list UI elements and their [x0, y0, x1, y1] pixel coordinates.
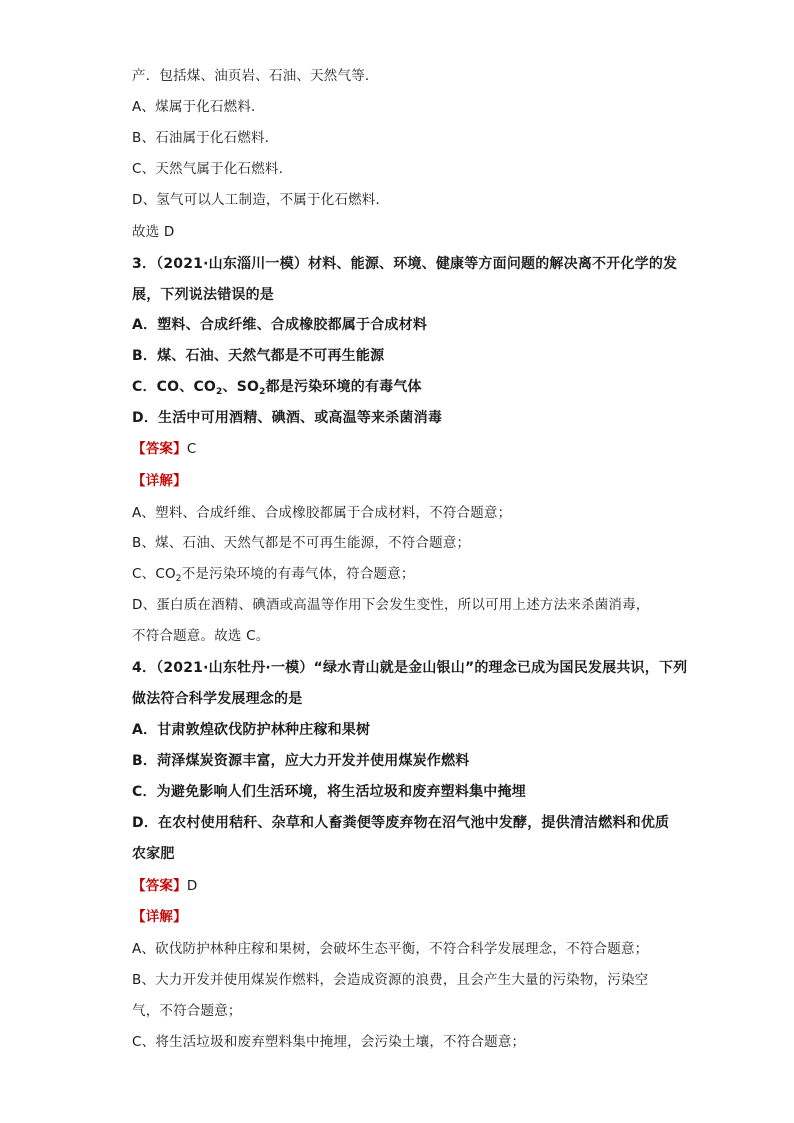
- q3-explanation-d: 不符合题意。故选 C。: [132, 628, 270, 644]
- text-line: 故选 D: [132, 224, 175, 240]
- detail-tag: 【详解】: [132, 909, 187, 925]
- q4-answer: 【答案】D: [132, 878, 198, 894]
- text-line: D、氢气可以人工制造，不属于化石燃料．: [132, 192, 390, 208]
- q3-answer: 【答案】C: [132, 441, 197, 457]
- q4-option-d: 农家肥: [132, 846, 175, 862]
- q3-explanation-b: B、煤、石油、天然气都是不可再生能源，不符合题意；: [132, 535, 471, 551]
- q3-detail-heading: [132, 471, 672, 491]
- q4-option-d: D．在农村使用秸秆、杂草和人畜粪便等废弃物在沼气池中发酵，提供清洁燃料和优质: [132, 815, 670, 831]
- answer-tag: 【答案】: [132, 441, 187, 457]
- q3-stem: 展，下列说法错误的是: [132, 287, 274, 303]
- q4-option-c: C．为避免影响人们生活环境，将生活垃圾和废弃塑料集中掩埋: [132, 784, 526, 800]
- q3-explanation-c: C、$CO_2$不是污染环境的有毒气体，符合题意；: [132, 566, 415, 584]
- text-line: A、煤属于化石燃料．: [132, 99, 265, 115]
- q4-explanation-b: B、大力开发并使用煤炭作燃料，会造成资源的浪费，且会产生大量的污染物，污染空: [132, 972, 649, 988]
- q4-option-b: B．菏泽煤炭资源丰富，应大力开发并使用煤炭作燃料: [132, 753, 470, 769]
- q4-option-a: A．甘肃敦煌砍伐防护林种庄稼和果树: [132, 722, 371, 738]
- text-line: B、石油属于化石燃料．: [132, 130, 279, 146]
- q3-option-d: D．生活中可用酒精、碘酒、或高温等来杀菌消毒: [132, 410, 443, 426]
- q3-explanation-a: A、塑料、合成纤维、合成橡胶都属于合成材料，不符合题意；: [132, 505, 512, 521]
- q3-explanation-d: D、蛋白质在酒精、碘酒或高温等作用下会发生变性，所以可用上述方法来杀菌消毒，: [132, 597, 650, 613]
- q3-option-b: B．煤、石油、天然气都是不可再生能源: [132, 348, 385, 364]
- text-line: C、天然气属于化石燃料．: [132, 161, 293, 177]
- q3-stem: 3．（2021·山东淄川一模）材料、能源、环境、健康等方面问题的解决离不开化学的发: [132, 256, 678, 272]
- q4-detail-heading: [132, 907, 672, 927]
- q4-explanation-a: A、砍伐防护林种庄稼和果树，会破坏生态平衡，不符合科学发展理念，不符合题意；: [132, 941, 649, 957]
- q4-explanation-c: C、将生活垃圾和废弃塑料集中掩埋，会污染土壤，不符合题意；: [132, 1034, 526, 1050]
- q3-option-c: C．CO、$CO_2$、$SO_2$都是污染环境的有毒气体: [132, 379, 422, 397]
- q4-stem: 4．（2021·山东牡丹·一模）“绿水青山就是金山银山”的理念已成为国民发展共识，下列: [132, 660, 688, 676]
- detail-tag: 【详解】: [132, 473, 187, 489]
- q4-explanation-b: 气，不符合题意；: [132, 1003, 242, 1019]
- q4-stem: 做法符合科学发展理念的是: [132, 691, 303, 707]
- q3-option-a: A．塑料、合成纤维、合成橡胶都属于合成材料: [132, 317, 428, 333]
- answer-tag: 【答案】: [132, 878, 187, 894]
- text-line: 产．包括煤、油页岩、石油、天然气等．: [132, 68, 379, 84]
